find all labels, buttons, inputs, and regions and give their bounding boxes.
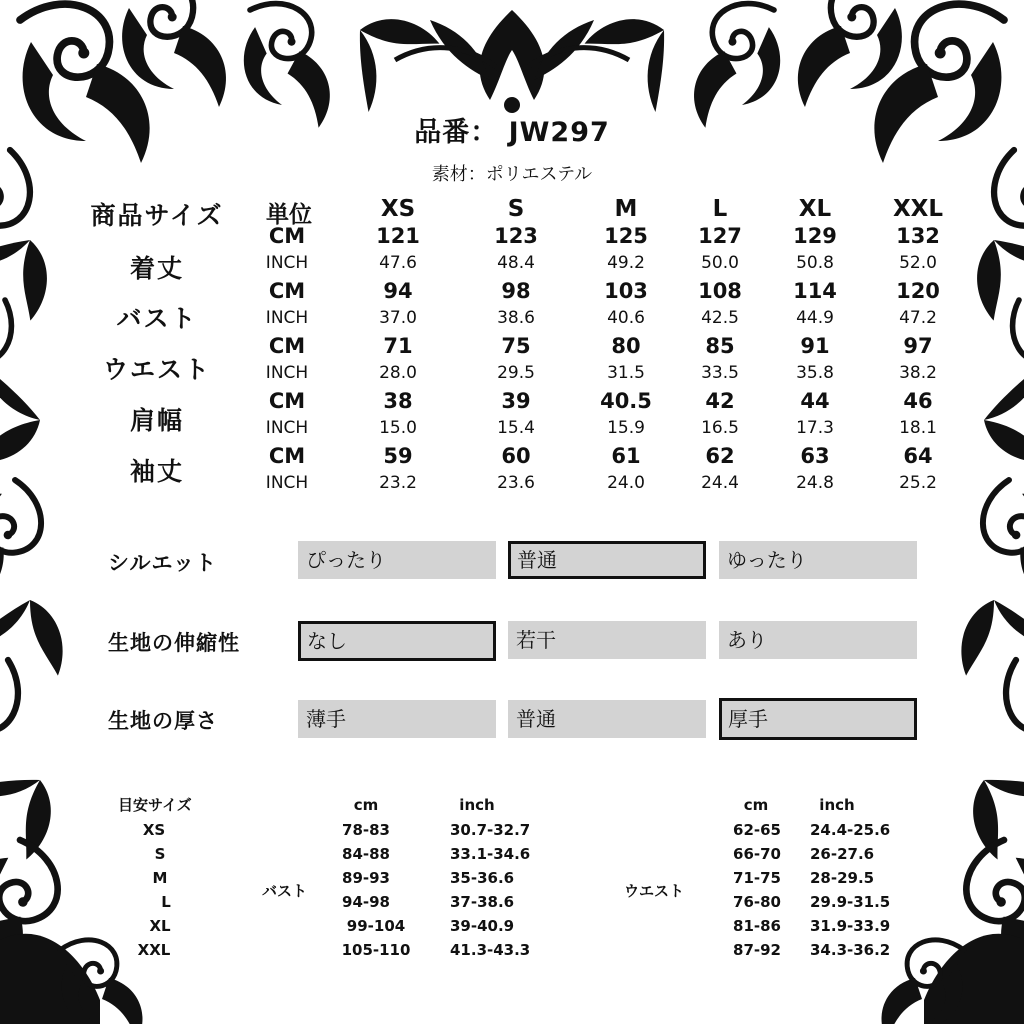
value-cell: 37.0 — [379, 308, 417, 328]
guide-bust-cm: 94-98 — [342, 893, 390, 911]
guide-bust-cm-header: cm — [353, 796, 379, 814]
value-cell: 25.2 — [899, 473, 937, 493]
value-cell: 35.8 — [796, 363, 834, 383]
guide-waist-inch: 34.3-36.2 — [810, 941, 891, 959]
cm-label: CM — [268, 334, 306, 358]
value-cell: 94 — [383, 279, 413, 303]
inch-label: INCH — [265, 253, 309, 273]
value-cell: 15.9 — [607, 418, 645, 438]
guide-waist-cm-header: cm — [743, 796, 769, 814]
row-label-sleeve: 袖丈 — [129, 457, 185, 486]
inch-label: INCH — [265, 473, 309, 493]
size-header-l: L — [712, 196, 728, 222]
value-cell: 132 — [896, 224, 940, 248]
guide-waist-inch-header: inch — [819, 796, 855, 814]
option-slight: 若干 — [508, 621, 706, 659]
value-cell: 50.8 — [796, 253, 834, 273]
guide-bust-inch: 33.1-34.6 — [450, 845, 531, 863]
value-cell: 44 — [800, 389, 830, 413]
value-cell: 17.3 — [796, 418, 834, 438]
option-fitted: ぴったり — [298, 541, 496, 579]
value-cell: 23.2 — [379, 473, 417, 493]
cm-label: CM — [268, 389, 306, 413]
guide-waist-cm: 76-80 — [733, 893, 781, 911]
guide-waist-inch: 26-27.6 — [810, 845, 875, 863]
value-cell: 33.5 — [701, 363, 739, 383]
value-cell: 38.6 — [497, 308, 535, 328]
guide-bust-cm: 89-93 — [342, 869, 390, 887]
guide-waist-inch: 31.9-33.9 — [810, 917, 891, 935]
guide-size: M — [152, 869, 168, 887]
product-code-title: 品番： JW297 — [414, 117, 610, 148]
size-header-xs: XS — [380, 196, 416, 222]
value-cell: 42.5 — [701, 308, 739, 328]
size-header-xxl: XXL — [892, 196, 944, 222]
value-cell: 24.0 — [607, 473, 645, 493]
value-cell: 60 — [501, 444, 531, 468]
guide-bust-cm: 99-104 — [346, 917, 406, 935]
value-cell: 63 — [800, 444, 830, 468]
value-cell: 38 — [383, 389, 413, 413]
value-cell: 125 — [604, 224, 648, 248]
value-cell: 108 — [698, 279, 742, 303]
value-cell: 29.5 — [497, 363, 535, 383]
value-cell: 15.4 — [497, 418, 535, 438]
guide-size: S — [154, 845, 166, 863]
guide-bust-inch: 35-36.6 — [450, 869, 515, 887]
value-cell: 44.9 — [796, 308, 834, 328]
value-cell: 114 — [793, 279, 837, 303]
value-cell: 120 — [896, 279, 940, 303]
value-cell: 47.6 — [379, 253, 417, 273]
unit-header: 単位 — [266, 202, 312, 228]
value-cell: 40.5 — [600, 389, 652, 413]
inch-label: INCH — [265, 418, 309, 438]
inch-label: INCH — [265, 363, 309, 383]
value-cell: 71 — [383, 334, 413, 358]
value-cell: 103 — [604, 279, 648, 303]
inch-label: INCH — [265, 308, 309, 328]
guide-bust-cm: 78-83 — [342, 821, 390, 839]
value-cell: 48.4 — [497, 253, 535, 273]
feature-label-stretch: 生地の伸縮性 — [108, 631, 240, 655]
cm-label: CM — [268, 279, 306, 303]
value-cell: 91 — [800, 334, 830, 358]
guide-size: XL — [149, 917, 171, 935]
guide-waist-cm: 66-70 — [733, 845, 781, 863]
guide-bust-inch: 37-38.6 — [450, 893, 515, 911]
value-cell: 46 — [903, 389, 933, 413]
value-cell: 121 — [376, 224, 420, 248]
feature-label-silhouette: シルエット — [108, 551, 218, 575]
value-cell: 50.0 — [701, 253, 739, 273]
value-cell: 23.6 — [497, 473, 535, 493]
size-header-m: M — [614, 196, 638, 222]
guide-size: XXL — [137, 941, 171, 959]
value-cell: 24.4 — [701, 473, 739, 493]
value-cell: 15.0 — [379, 418, 417, 438]
row-label-length: 着丈 — [129, 254, 185, 283]
option-thick-selected: 厚手 — [719, 698, 917, 740]
material-text: 素材：ポリエステル — [431, 164, 593, 185]
guide-waist-inch: 29.9-31.5 — [810, 893, 891, 911]
cm-label: CM — [268, 444, 306, 468]
value-cell: 123 — [494, 224, 538, 248]
guide-size: XS — [142, 821, 166, 839]
value-cell: 52.0 — [899, 253, 937, 273]
guide-bust-inch: 39-40.9 — [450, 917, 515, 935]
row-label-shoulder: 肩幅 — [129, 406, 185, 435]
value-cell: 64 — [903, 444, 933, 468]
guide-bust-label: バスト — [262, 882, 308, 900]
value-cell: 62 — [705, 444, 735, 468]
feature-label-thickness: 生地の厚さ — [108, 709, 218, 733]
option-medium: 普通 — [508, 700, 706, 738]
guide-waist-inch: 24.4-25.6 — [810, 821, 891, 839]
guide-size-title: 目安サイズ — [118, 796, 192, 814]
guide-waist-label: ウエスト — [624, 882, 685, 900]
size-header-xl: XL — [798, 196, 832, 222]
option-loose: ゆったり — [719, 541, 917, 579]
row-label-bust: バスト — [116, 304, 198, 333]
value-cell: 49.2 — [607, 253, 645, 273]
value-cell: 18.1 — [899, 418, 937, 438]
guide-bust-inch-header: inch — [459, 796, 495, 814]
guide-waist-cm: 81-86 — [733, 917, 781, 935]
guide-waist-cm: 62-65 — [733, 821, 781, 839]
value-cell: 40.6 — [607, 308, 645, 328]
size-table-corner: 商品サイズ — [90, 201, 224, 230]
guide-bust-inch: 30.7-32.7 — [450, 821, 531, 839]
value-cell: 16.5 — [701, 418, 739, 438]
value-cell: 75 — [501, 334, 531, 358]
option-normal-selected: 普通 — [508, 541, 706, 579]
option-thin: 薄手 — [298, 700, 496, 738]
cm-label: CM — [268, 224, 306, 248]
value-cell: 38.2 — [899, 363, 937, 383]
guide-bust-cm: 105-110 — [341, 941, 411, 959]
guide-bust-inch: 41.3-43.3 — [450, 941, 531, 959]
value-cell: 28.0 — [379, 363, 417, 383]
value-cell: 39 — [501, 389, 531, 413]
value-cell: 59 — [383, 444, 413, 468]
guide-bust-cm: 84-88 — [342, 845, 390, 863]
value-cell: 24.8 — [796, 473, 834, 493]
value-cell: 61 — [611, 444, 641, 468]
value-cell: 47.2 — [899, 308, 937, 328]
guide-waist-cm: 71-75 — [733, 869, 781, 887]
value-cell: 31.5 — [607, 363, 645, 383]
value-cell: 97 — [903, 334, 933, 358]
value-cell: 127 — [698, 224, 742, 248]
row-label-waist: ウエスト — [102, 355, 212, 384]
value-cell: 85 — [705, 334, 735, 358]
value-cell: 98 — [501, 279, 531, 303]
value-cell: 80 — [611, 334, 641, 358]
value-cell: 129 — [793, 224, 837, 248]
guide-waist-cm: 87-92 — [733, 941, 781, 959]
guide-size: L — [161, 893, 171, 911]
guide-waist-inch: 28-29.5 — [810, 869, 875, 887]
option-none-selected: なし — [298, 621, 496, 661]
size-header-s: S — [507, 196, 525, 222]
value-cell: 42 — [705, 389, 735, 413]
option-yes: あり — [719, 621, 917, 659]
